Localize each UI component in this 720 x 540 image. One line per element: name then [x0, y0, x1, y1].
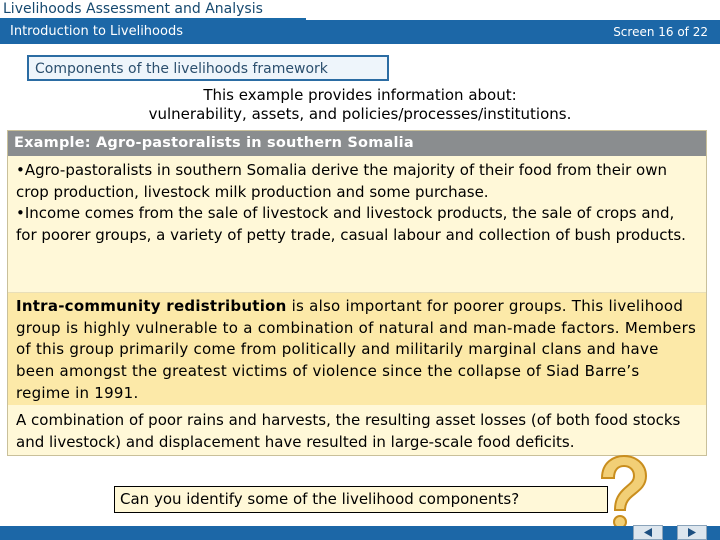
back-arrow-icon [641, 527, 655, 538]
question-text: Can you identify some of the livelihood components? [120, 490, 520, 508]
bullet-food-sources: •Agro-pastoralists in southern Somalia derive the majority of their food from their own crop production, livestock milk production and some purchase. [16, 161, 667, 201]
example-header [8, 131, 706, 156]
question-box [114, 486, 608, 513]
example-panel [7, 130, 707, 456]
module-title: Introduction to Livelihoods [10, 24, 183, 39]
example-title: Example: Agro-pastoralists in southern Somalia [14, 135, 414, 151]
course-title: Livelihoods Assessment and Analysis [3, 1, 263, 17]
screen-counter: Screen 16 of 22 [613, 25, 708, 39]
back-button[interactable] [633, 525, 663, 540]
intro-text [60, 86, 660, 124]
vulnerability-paragraph [8, 292, 706, 405]
course-title-bar [0, 0, 720, 20]
bullet-income-sources: •Income comes from the sale of livestock and livestock products, the sale of crops and, for poorer groups, a variety of petty trade, casual labour and collection of bush products. [16, 204, 686, 245]
section-label-box [27, 55, 389, 81]
forward-arrow-icon [685, 527, 699, 538]
intro-line-2: vulnerability, assets, and policies/processes/institutions. [148, 105, 572, 123]
redistribution-term: Intra-community redistribution [16, 297, 287, 315]
example-bullets [8, 157, 706, 290]
section-label: Components of the livelihoods framework [35, 61, 328, 77]
next-button[interactable] [677, 525, 707, 540]
food-deficit-text: A combination of poor rains and harvests, the resulting asset losses (of both food stocks and livestock) and displacement have resulted in large-scale food deficits. [16, 411, 681, 451]
footer-bar [0, 526, 720, 540]
food-deficit-paragraph [8, 407, 706, 455]
intro-line-1: This example provides information about: [203, 86, 517, 104]
vulnerability-text: is also important for poorer groups. This livelihood group is highly vulnerable to a combination of natural and man-made factors. Members of this group primarily come from politically and militarily marginal clans and have been amongst the greatest victims of violence since the collapse of Siad Barre’s regime in 1991. [16, 297, 697, 402]
module-header-bar [0, 20, 720, 44]
